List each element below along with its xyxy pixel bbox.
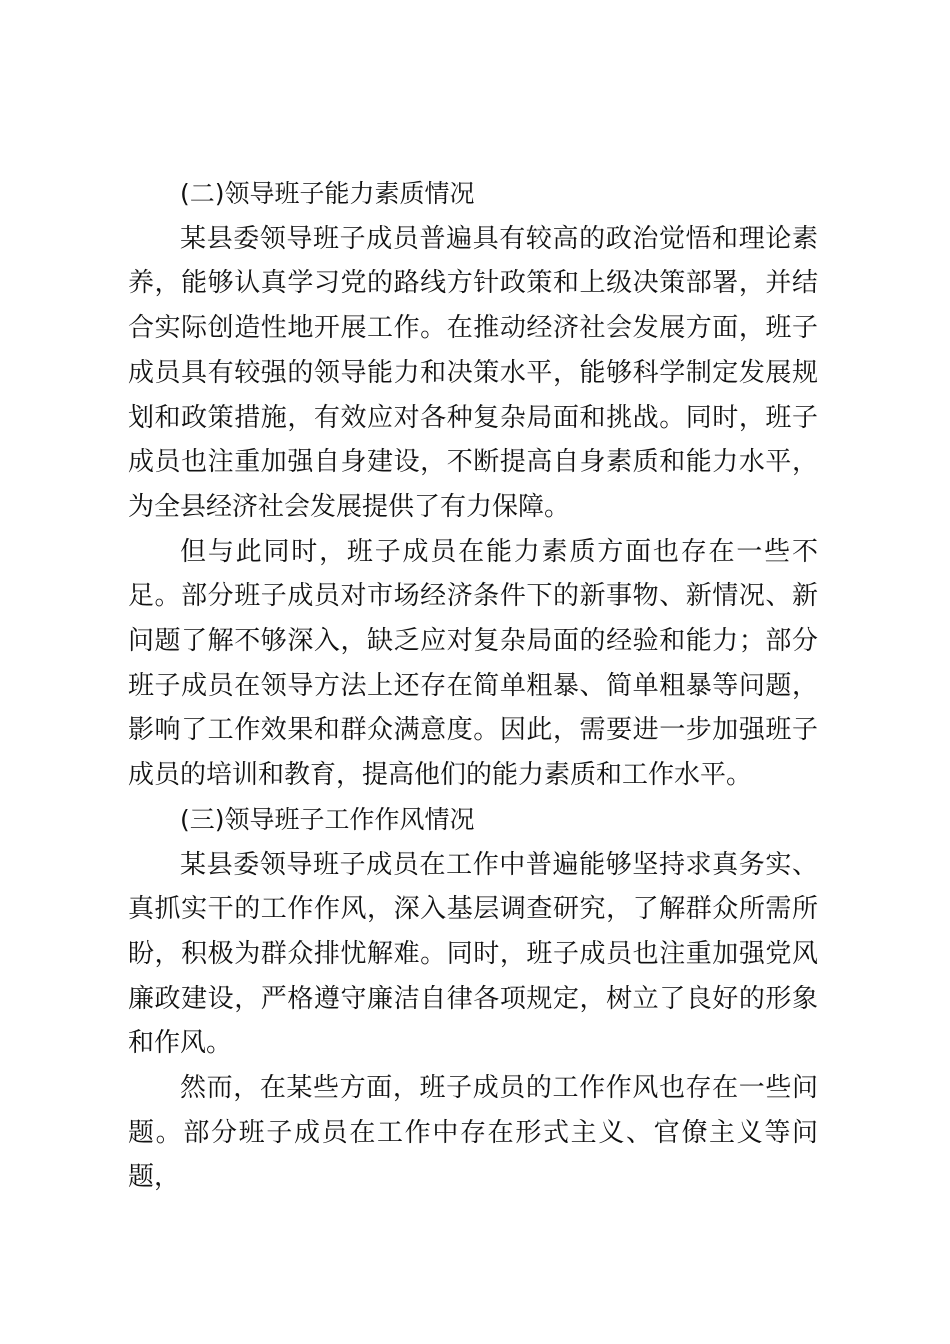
section-heading-ability: (二)领导班子能力素质情况	[180, 179, 475, 208]
paragraph-ability-weaknesses: 但与此同时，班子成员在能力素质方面也存在一些不足。部分班子成员对市场经济条件下的新事物、新情况、新问题了解不够深入，缺乏应对复杂局面的经验和能力；部分班子成员在领导方法上还存在简单粗暴、简单粗暴等问题，影响了工作效果和群众满意度。因此，需要进一步加强班子成员的培训和教育，提高他们的能力素质和工作水平。	[128, 536, 818, 791]
paragraph-work-style-problems: 然而，在某些方面，班子成员的工作作风也存在一些问题。部分班子成员在工作中存在形式主义、官僚主义等问题，	[128, 1073, 818, 1193]
document-body	[128, 172, 818, 1200]
section-heading-work-style: (三)领导班子工作作风情况	[180, 804, 475, 834]
paragraph-work-style-strengths: 某县委领导班子成员在工作中普遍能够坚持求真务实、真抓实干的工作作风，深入基层调查研究，了解群众所需所盼，积极为群众排忧解难。同时，班子成员也注重加强党风廉政建设，严格遵守廉洁自律各项规定，树立了良好的形象和作风。	[128, 849, 818, 1059]
paragraph-ability-strengths: 某县委领导班子成员普遍具有较高的政治觉悟和理论素养，能够认真学习党的路线方针政策和上级决策部署，并结合实际创造性地开展工作。在推动经济社会发展方面，班子成员具有较强的领导能力和决策水平，能够科学制定发展规划和政策措施，有效应对各种复杂局面和挑战。同时，班子成员也注重加强自身建设，不断提高自身素质和能力水平，为全县经济社会发展提供了有力保障。	[128, 223, 818, 522]
